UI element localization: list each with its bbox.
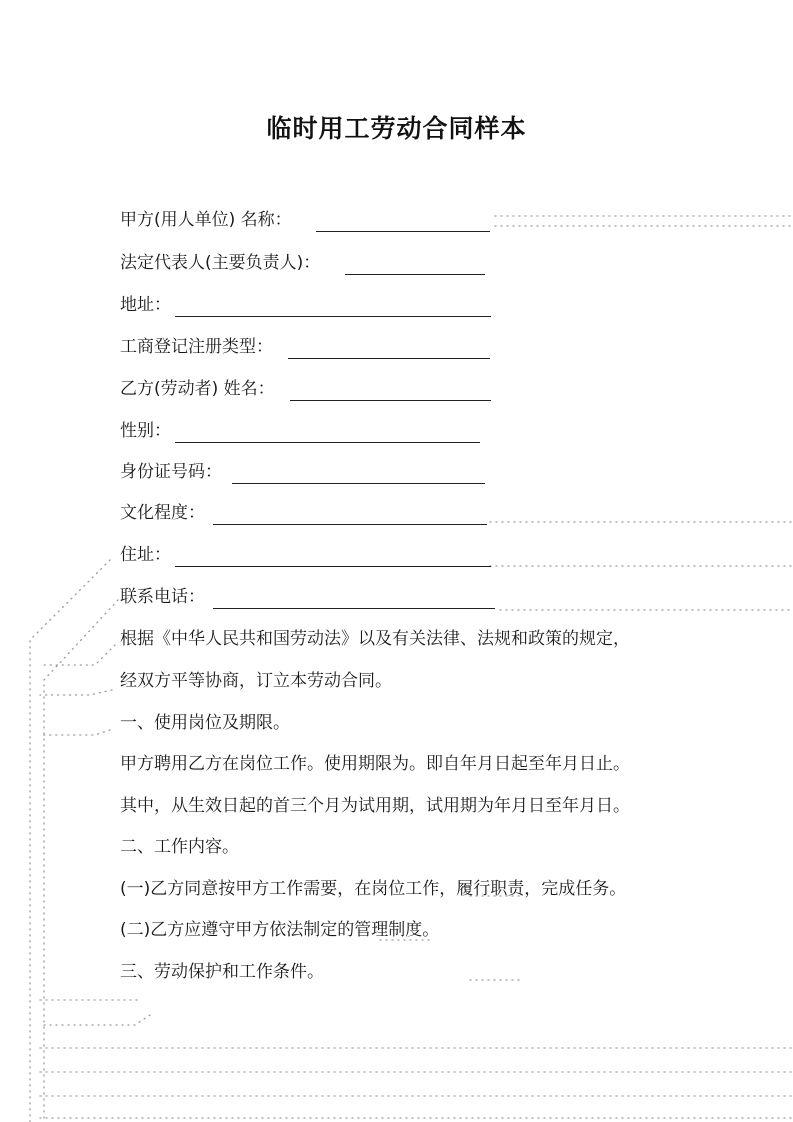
blank-line-party-b-name [290, 400, 491, 401]
blank-line-gender [175, 442, 480, 443]
field-label-education: 文化程度： [120, 503, 205, 523]
section-heading-3: 三、劳动保护和工作条件。 [120, 962, 324, 982]
field-label-gender: 性别： [120, 421, 171, 441]
section-heading-1: 一、使用岗位及期限。 [120, 713, 290, 733]
paragraph-employment-term: 甲方聘用乙方在岗位工作。使用期限为。即自年月日起至年月日止。 [120, 754, 630, 774]
blank-line-legal-representative [345, 274, 485, 275]
field-label-residence: 住址： [120, 545, 171, 565]
blank-line-residence [175, 566, 491, 567]
blank-line-registration-type [288, 358, 490, 359]
document-title: 临时用工劳动合同样本 [266, 114, 527, 143]
field-label-legal-representative: 法定代表人(主要负责人)： [120, 253, 321, 273]
field-label-id-number: 身份证号码： [120, 462, 222, 482]
blank-line-education [213, 524, 487, 525]
field-label-phone: 联系电话： [120, 587, 205, 607]
paragraph-probation: 其中，从生效日起的首三个月为试用期，试用期为年月日至年月日。 [120, 796, 630, 816]
blank-line-phone [213, 608, 495, 609]
paragraph-work-content-1: (一)乙方同意按甲方工作需要，在岗位工作，履行职责，完成任务。 [120, 879, 627, 899]
blank-line-id-number [232, 483, 485, 484]
field-label-address: 地址： [120, 295, 171, 315]
paragraph-work-content-2: (二)乙方应遵守甲方依法制定的管理制度。 [120, 920, 440, 940]
paragraph-preamble-2: 经双方平等协商，订立本劳动合同。 [120, 671, 392, 691]
section-heading-2: 二、工作内容。 [120, 837, 239, 857]
paragraph-preamble-1: 根据《中华人民共和国劳动法》以及有关法律、法规和政策的规定， [120, 629, 630, 649]
blank-line-party-a-name [316, 231, 490, 232]
field-label-party-a-name: 甲方(用人单位) 名称： [120, 210, 292, 230]
blank-line-address [175, 316, 491, 317]
field-label-party-b-name: 乙方(劳动者) 姓名： [120, 379, 275, 399]
field-label-registration-type: 工商登记注册类型： [120, 337, 273, 357]
